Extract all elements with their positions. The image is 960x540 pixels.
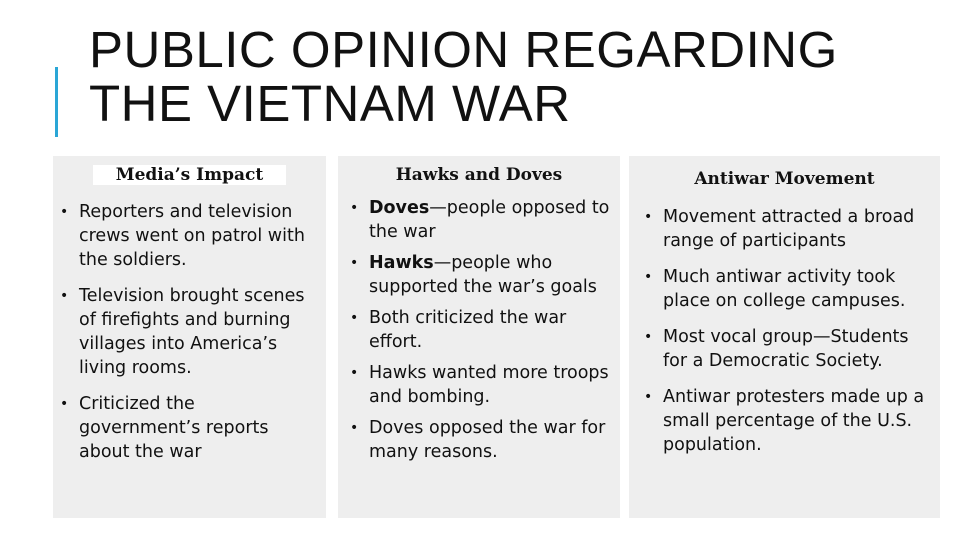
antiwar-movement-list: [642, 205, 934, 469]
list-item: • Most vocal group—Students for a Democratic Society.: [642, 325, 934, 373]
hawks-doves-list: [348, 196, 614, 471]
list-item: • Television brought scenes of firefights and burning villages into America’s living rooms.: [58, 284, 318, 380]
hawks-doves-panel: [338, 156, 620, 518]
list-item: [348, 251, 614, 299]
slide-title: PUBLIC OPINION REGARDING THE VIETNAM WAR: [89, 21, 838, 132]
hawks-term: Hawks: [369, 253, 434, 273]
list-item: • Doves opposed the war for many reasons.: [348, 416, 614, 464]
media-impact-list: [58, 200, 318, 476]
list-item: • Reporters and television crews went on patrol with the soldiers.: [58, 200, 318, 272]
antiwar-movement-panel: [629, 156, 940, 518]
list-item: • Hawks wanted more troops and bombing.: [348, 361, 614, 409]
list-item: • Movement attracted a broad range of participants: [642, 205, 934, 253]
media-impact-heading: Media’s Impact: [93, 165, 286, 185]
doves-term: Doves: [369, 198, 430, 218]
list-item: • Criticized the government’s reports about the war: [58, 392, 318, 464]
media-impact-panel: [53, 156, 326, 518]
antiwar-movement-heading: Antiwar Movement: [694, 169, 875, 189]
hawks-definition: —people who supported the war’s goals: [369, 253, 597, 297]
list-item: [348, 196, 614, 244]
list-item: • Both criticized the war effort.: [348, 306, 614, 354]
hawks-doves-heading: Hawks and Doves: [395, 165, 563, 185]
list-item: • Much antiwar activity took place on college campuses.: [642, 265, 934, 313]
doves-definition: —people opposed to the war: [369, 198, 610, 242]
title-accent-bar: [55, 67, 58, 137]
list-item: • Antiwar protesters made up a small percentage of the U.S. population.: [642, 385, 934, 457]
